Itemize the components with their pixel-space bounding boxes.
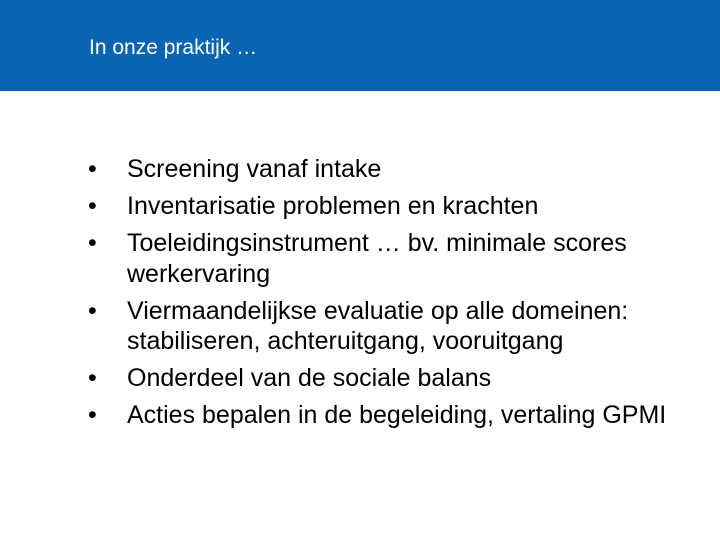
bullet-item-inventarisatie [86,191,696,222]
bullet-text: Toeleidingsinstrument … bv. minimale scores werkervaring [127,229,627,288]
bullet-marker-icon: • [88,401,97,429]
title-bar [0,0,720,91]
slide-title: In onze praktijk … [89,36,258,59]
bullet-marker-icon: • [88,192,97,220]
bullet-marker-icon: • [88,229,97,257]
bullet-marker-icon: • [88,296,97,325]
bullet-text: Onderdeel van de sociale balans [127,364,492,392]
bullet-text: Screening vanaf intake [127,155,382,183]
bullet-list [86,154,696,437]
bullet-item-screening [86,154,696,185]
bullet-item-evaluatie [86,296,696,357]
bullet-marker-icon: • [88,364,97,392]
bullet-item-toeleidingsinstrument [86,228,696,289]
bullet-marker-icon: • [88,155,97,183]
bullet-text: Acties bepalen in de begeleiding, vertaling GPMI [127,401,667,429]
bullet-item-sociale-balans [86,363,696,394]
bullet-text: Inventarisatie problemen en krachten [127,192,539,220]
bullet-item-acties [86,400,696,431]
bullet-text: Viermaandelijkse evaluatie op alle domeinen: stabiliseren, achteruitgang, vooruitgang [127,296,629,355]
